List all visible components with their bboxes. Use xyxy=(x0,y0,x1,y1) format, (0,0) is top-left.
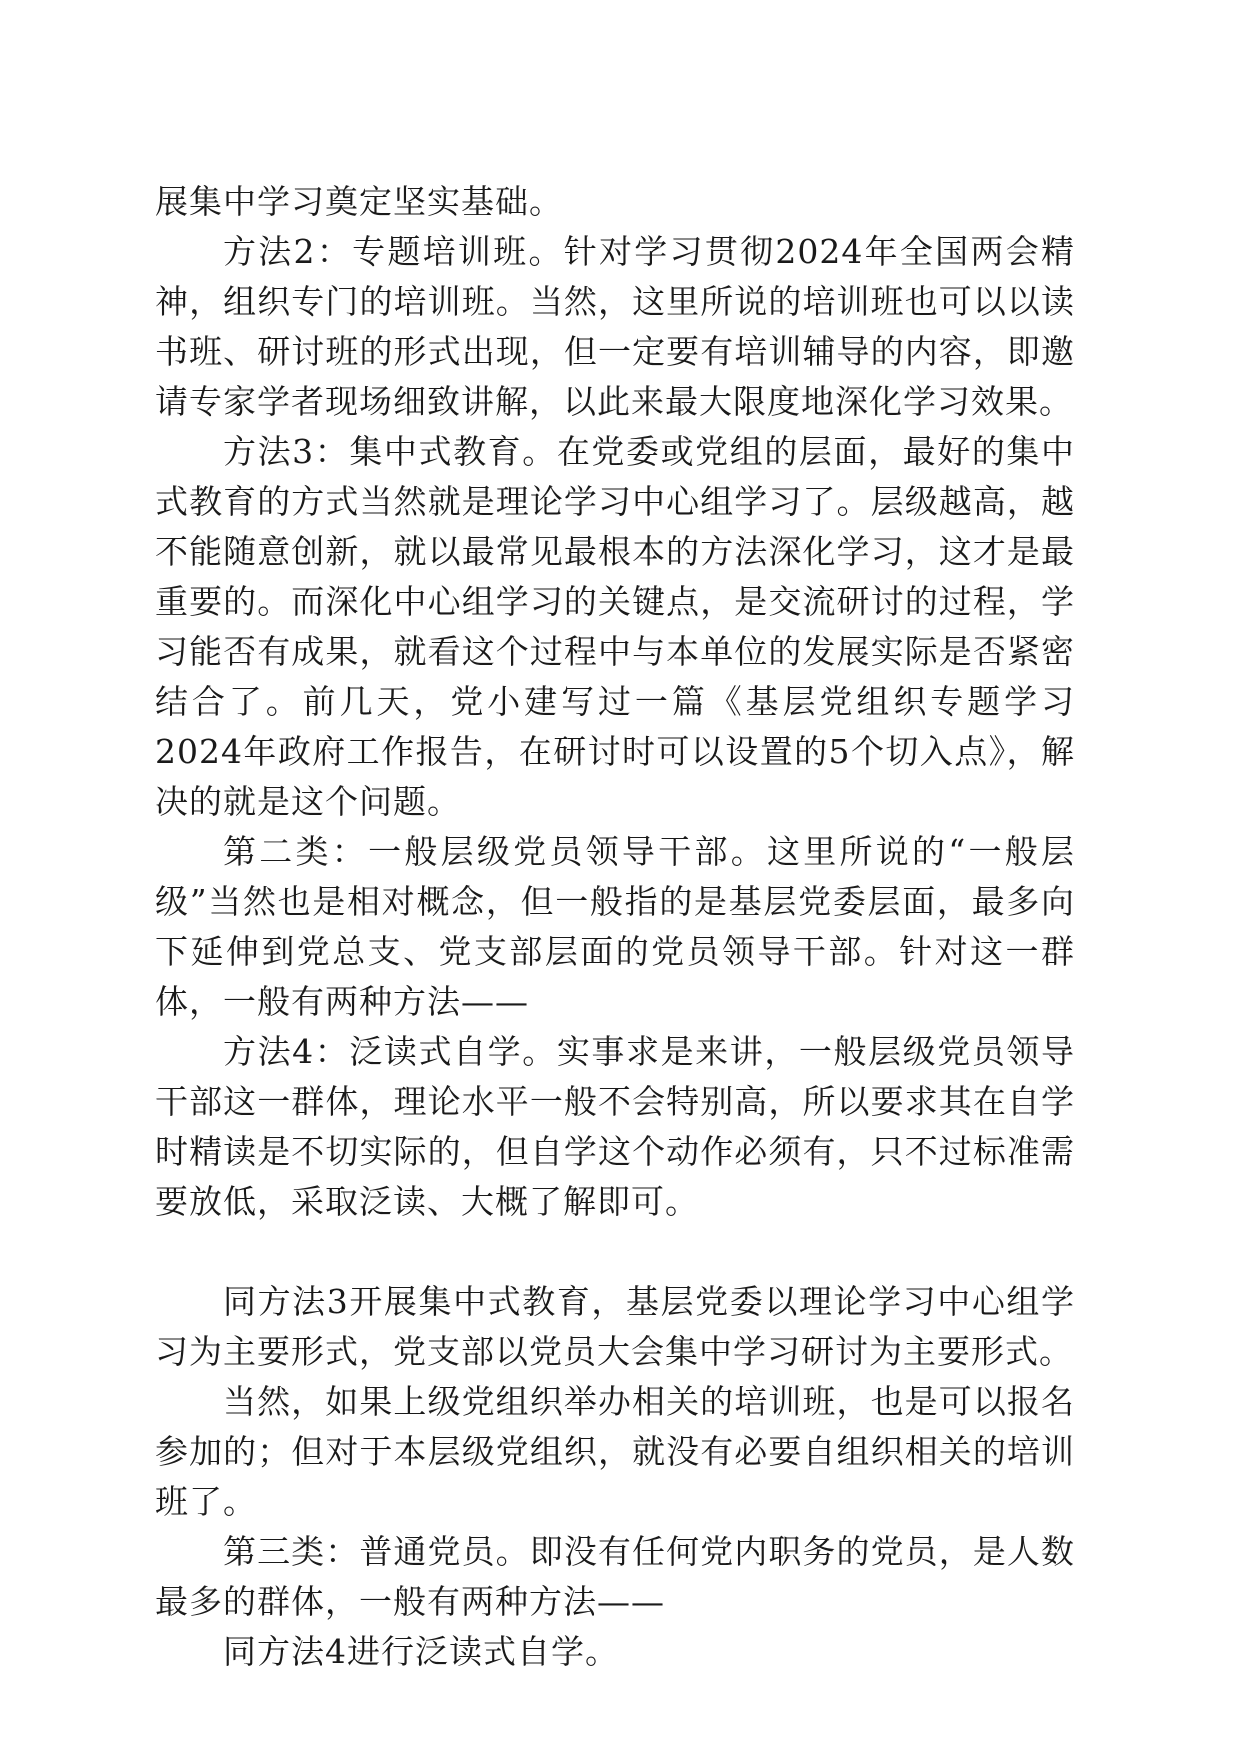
paragraph-training-note: 当然，如果上级党组织举办相关的培训班，也是可以报名参加的；但对于本层级党组织，就没有必要自组织相关的培训班了。 xyxy=(155,1382,1075,1521)
paragraph-method-2: 方法2：专题培训班。针对学习贯彻2024年全国两会精神，组织专门的培训班。当然，这里所说的培训班也可以以读书班、研讨班的形式出现，但一定要有培训辅导的内容，即邀请专家学者现场细致讲解，以此来最大限度地深化学习效果。 xyxy=(155,232,1075,421)
document-body xyxy=(155,177,1075,1677)
paragraph-category-3: 第三类：普通党员。即没有任何党内职务的党员，是人数最多的群体，一般有两种方法—— xyxy=(155,1532,1075,1621)
paragraph-category-2: 第二类：一般层级党员领导干部。这里所说的“一般层级”当然也是相对概念，但一般指的是基层党委层面，最多向下延伸到党总支、党支部层面的党员领导干部。针对这一群体，一般有两种方法—— xyxy=(155,832,1075,1021)
paragraph-method-3: 方法3：集中式教育。在党委或党组的层面，最好的集中式教育的方式当然就是理论学习中心组学习了。层级越高，越不能随意创新，就以最常见最根本的方法深化学习，这才是最重要的。而深化中心组学习的关键点，是交流研讨的过程，学习能否有成果，就看这个过程中与本单位的发展实际是否紧密结合了。前几天，党小建写过一篇《基层党组织专题学习2024年政府工作报告，在研讨时可以设置的5个切入点》，解决的就是这个问题。 xyxy=(155,432,1075,821)
paragraph-same-as-method-3: 同方法3开展集中式教育，基层党委以理论学习中心组学习为主要形式，党支部以党员大会集中学习研讨为主要形式。 xyxy=(155,1282,1075,1371)
paragraph-same-as-method-4: 同方法4进行泛读式自学。 xyxy=(223,1632,619,1671)
paragraph-gap xyxy=(155,1227,1075,1277)
paragraph-method-4: 方法4：泛读式自学。实事求是来讲，一般层级党员领导干部这一群体，理论水平一般不会特别高，所以要求其在自学时精读是不切实际的，但自学这个动作必须有，只不过标准需要放低，采取泛读、大概了解即可。 xyxy=(155,1032,1075,1221)
paragraph-intro-tail: 展集中学习奠定坚实基础。 xyxy=(155,182,563,221)
